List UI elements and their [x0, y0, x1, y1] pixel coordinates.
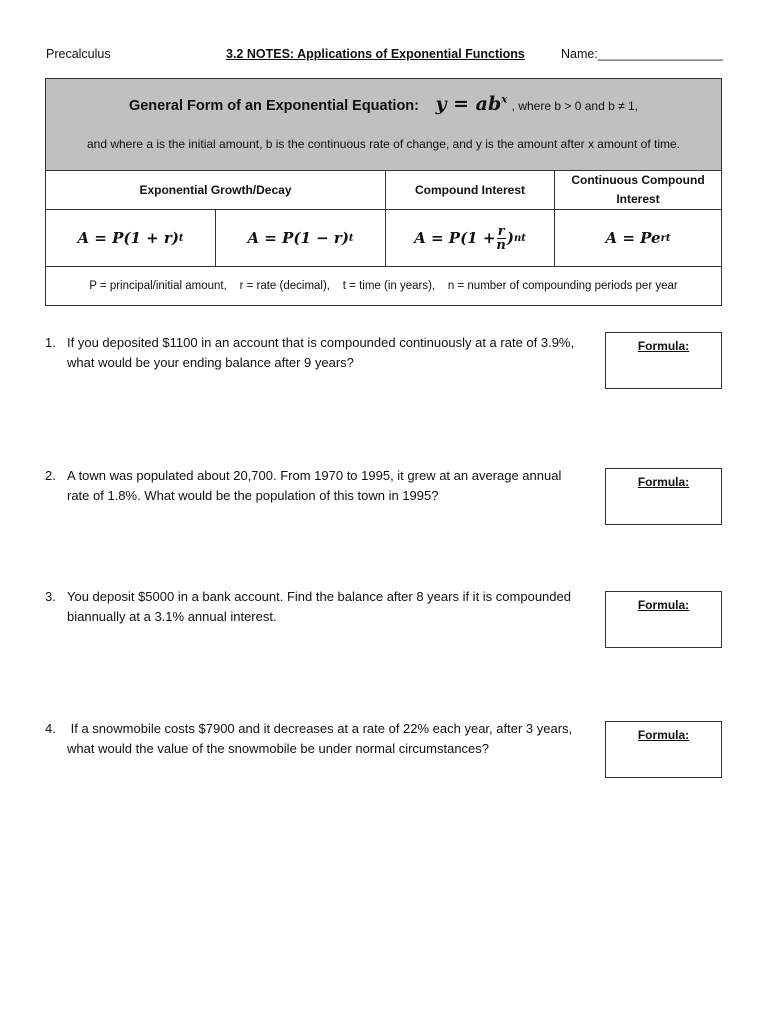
- continuous-compound-formula: A = Pe rt: [554, 210, 721, 266]
- variable-legend: P = principal/initial amount, r = rate (decimal), t = time (in years), n = number of compounding periods per year: [89, 280, 678, 292]
- compound-interest-formula: A = P(1 + $\frac{r}{n}$ ) nt: [385, 210, 554, 266]
- variable-legend-row: [46, 267, 721, 305]
- general-form-panel: [46, 79, 721, 171]
- formula-box-2[interactable]: [605, 468, 722, 525]
- formula-label: Formula:: [637, 598, 690, 612]
- general-form-title: General Form of an Exponential Equation:: [128, 98, 419, 114]
- formula-label: Formula:: [637, 339, 690, 353]
- name-field[interactable]: Name:__________________: [561, 47, 723, 61]
- page-title: 3.2 NOTES: Applications of Exponential Functions: [226, 47, 525, 61]
- question-4: 4. If a snowmobile costs $7900 and it decreases at a rate of 22% each year, after 3 years, what would the value of the snowmobile be under normal circumstances?: [45, 721, 576, 756]
- header-compound-interest: Compound Interest: [385, 171, 554, 209]
- general-form-condition: , where b > 0 and b ≠ 1,: [511, 99, 639, 113]
- formula-box-3[interactable]: [605, 591, 722, 648]
- header-continuous-compound: Continuous Compound Interest: [554, 171, 721, 209]
- growth-formula: A = P(1 + r) t: [77, 229, 184, 247]
- formula-table-formula-row: [46, 210, 721, 267]
- formula-reference-box: [45, 78, 722, 306]
- question-1: 1. If you deposited $1100 in an account that is compounded continuously at a rate of 3.9%, what would be your ending balance after 9 years?: [45, 335, 575, 370]
- rate-fraction: $\frac{r}{n}$: [496, 223, 506, 253]
- formula-box-4[interactable]: [605, 721, 722, 778]
- general-form-description: and where a is the initial amount, b is the continuous rate of change, and y is the amount after x amount of time.: [86, 137, 680, 151]
- formula-box-1[interactable]: [605, 332, 722, 389]
- general-form-equation: $y = ab^x$: [435, 93, 508, 115]
- decay-formula: A = P(1 − r) t: [215, 210, 385, 266]
- formula-label: Formula:: [637, 728, 690, 742]
- question-2: 2. A town was populated about 20,700. From 1970 to 1995, it grew at an average annual rate of 1.8%. What would be the population of this town in 1995?: [45, 468, 562, 503]
- header-growth-decay: Exponential Growth/Decay: [139, 183, 292, 197]
- formula-table-header-row: [46, 171, 721, 210]
- formula-label: Formula:: [637, 475, 690, 489]
- course-label: Precalculus: [46, 47, 111, 61]
- question-3: 3. You deposit $5000 in a bank account. Find the balance after 8 years if it is compounded biannually at a 3.1% annual interest.: [45, 589, 571, 624]
